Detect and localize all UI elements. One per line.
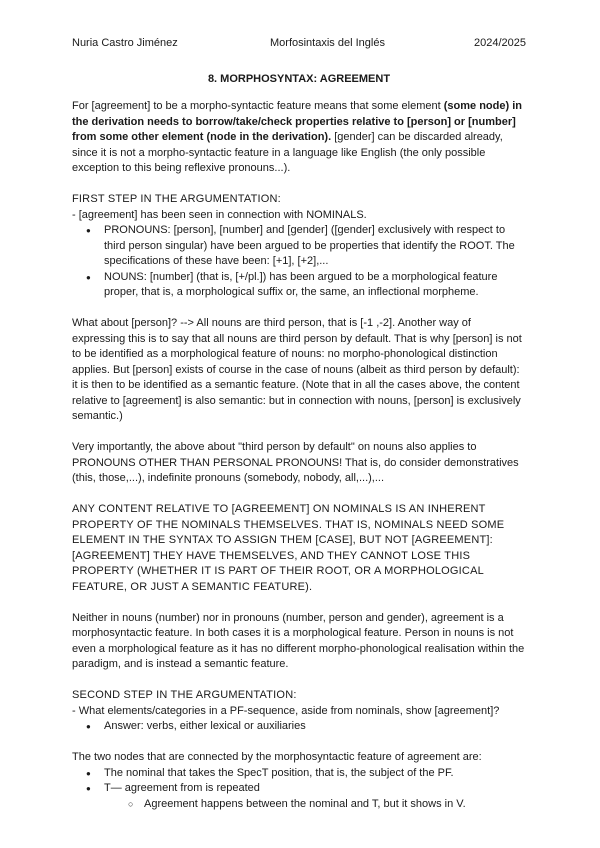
step2-heading: SECOND STEP IN THE ARGUMENTATION:	[72, 689, 297, 701]
header-year: 2024/2025	[474, 37, 526, 49]
intro-bold-text: (some node) in the derivation needs to borrow/take/check properties relative to [person] or [number] from some other element (node in the derivation).	[72, 100, 522, 143]
page-title: 8. MORPHOSYNTAX: AGREEMENT	[207, 73, 391, 85]
step2-bullet-answer: ● Answer: verbs, either lexical or auxiliaries	[72, 719, 526, 735]
nodes-list	[72, 766, 526, 813]
document-body	[72, 99, 526, 812]
nodes-bullet-t: ● T— agreement from is repeated	[72, 781, 526, 797]
header-author: Nuria Castro Jiménez	[72, 37, 178, 49]
caps-paragraph: ANY CONTENT RELATIVE TO [AGREEMENT] ON NOMINALS IS AN INHERENT PROPERTY OF THE NOMINALS THEMSELVES. THAT IS, NOMINALS NEED SOME ELEMENT IN THE SYNTAX TO ASSIGN THEM [CASE], BUT NOT [AGREEMENT]: [AGREEMENT] THEY HAVE THEMSELVES, AND THEY CANNOT LOSE THIS PROPERTY (WHETHER IT IS PART OF THEIR ROOT, OR A MORPHOLOGICAL FEATURE, OR JUST A SEMANTIC FEATURE).	[72, 503, 505, 593]
neither-paragraph: Neither in nouns (number) nor in pronouns (number, person and gender), agreement is a morphosyntactic feature. In both cases it is a morphological feature. Person in nouns is not even a morphological feature as it has no different morpho-phonological realisation within the paradigm, and is instead a semantic feature.	[72, 611, 525, 670]
nodes-subbullet: ○ Agreement happens between the nominal and T, but it shows in V.	[72, 797, 526, 813]
step1-list	[72, 223, 526, 301]
step2-list	[72, 719, 526, 735]
default-paragraph: Very importantly, the above about "third person by default" on nouns also applies to PRONOUNS OTHER THAN PERSONAL PRONOUNS! That is, do consider demonstratives (this, those,...), indefinite pronouns (somebody, nobody, all,...),...	[72, 441, 519, 484]
nodes-bullet-nominal: ● The nominal that takes the SpecT position, that is, the subject of the PF.	[72, 766, 526, 782]
intro-text-1: For [agreement] to be a morpho-syntactic feature means that some element	[72, 100, 444, 112]
step1-heading: FIRST STEP IN THE ARGUMENTATION:	[72, 193, 281, 205]
intro-text-2: [gender] can be discarded already, since it is not a morpho-syntactic feature in a language like English (the only possible exception to this being reflexive pronouns...).	[72, 131, 503, 174]
nodes-intro: The two nodes that are connected by the morphosyntactic feature of agreement are:	[72, 751, 482, 763]
step2-line: - What elements/categories in a PF-sequence, aside from nominals, show [agreement]?	[72, 704, 500, 717]
page-header	[72, 36, 526, 52]
person-paragraph: What about [person]? --> All nouns are third person, that is [-1 ,-2]. Another way of expressing this is to say that all nouns are third person by default. That is why [person] is not to be identified as a morphological feature of nouns: no morpho-phonological distinction applies. But [person] exists of course in the case of nouns (albeit as third person by default): it is then to be identified as a semantic feature. (Note that in all the cases above, the content relative to [agreement] is also semantic: but in connection with nouns, [person] is exclusively semantic.)	[72, 317, 522, 422]
header-course: Morfosintaxis del Inglés	[270, 37, 385, 49]
intro-paragraph	[72, 99, 526, 177]
step1-bullet-pronouns: ● PRONOUNS: [person], [number] and [gender] ([gender] exclusively with respect to third person singular) have been argued to be properties that identify the ROOT. The specifications of these have been: [+1], [+2],...	[72, 223, 526, 270]
step1-line: - [agreement] has been seen in connection with NOMINALS.	[72, 208, 367, 221]
step1-bullet-nouns: ● NOUNS: [number] (that is, [+/pl.]) has been argued to be a morphological feature proper, that is, a morphological suffix or, the same, an inflectional morpheme.	[72, 270, 526, 301]
